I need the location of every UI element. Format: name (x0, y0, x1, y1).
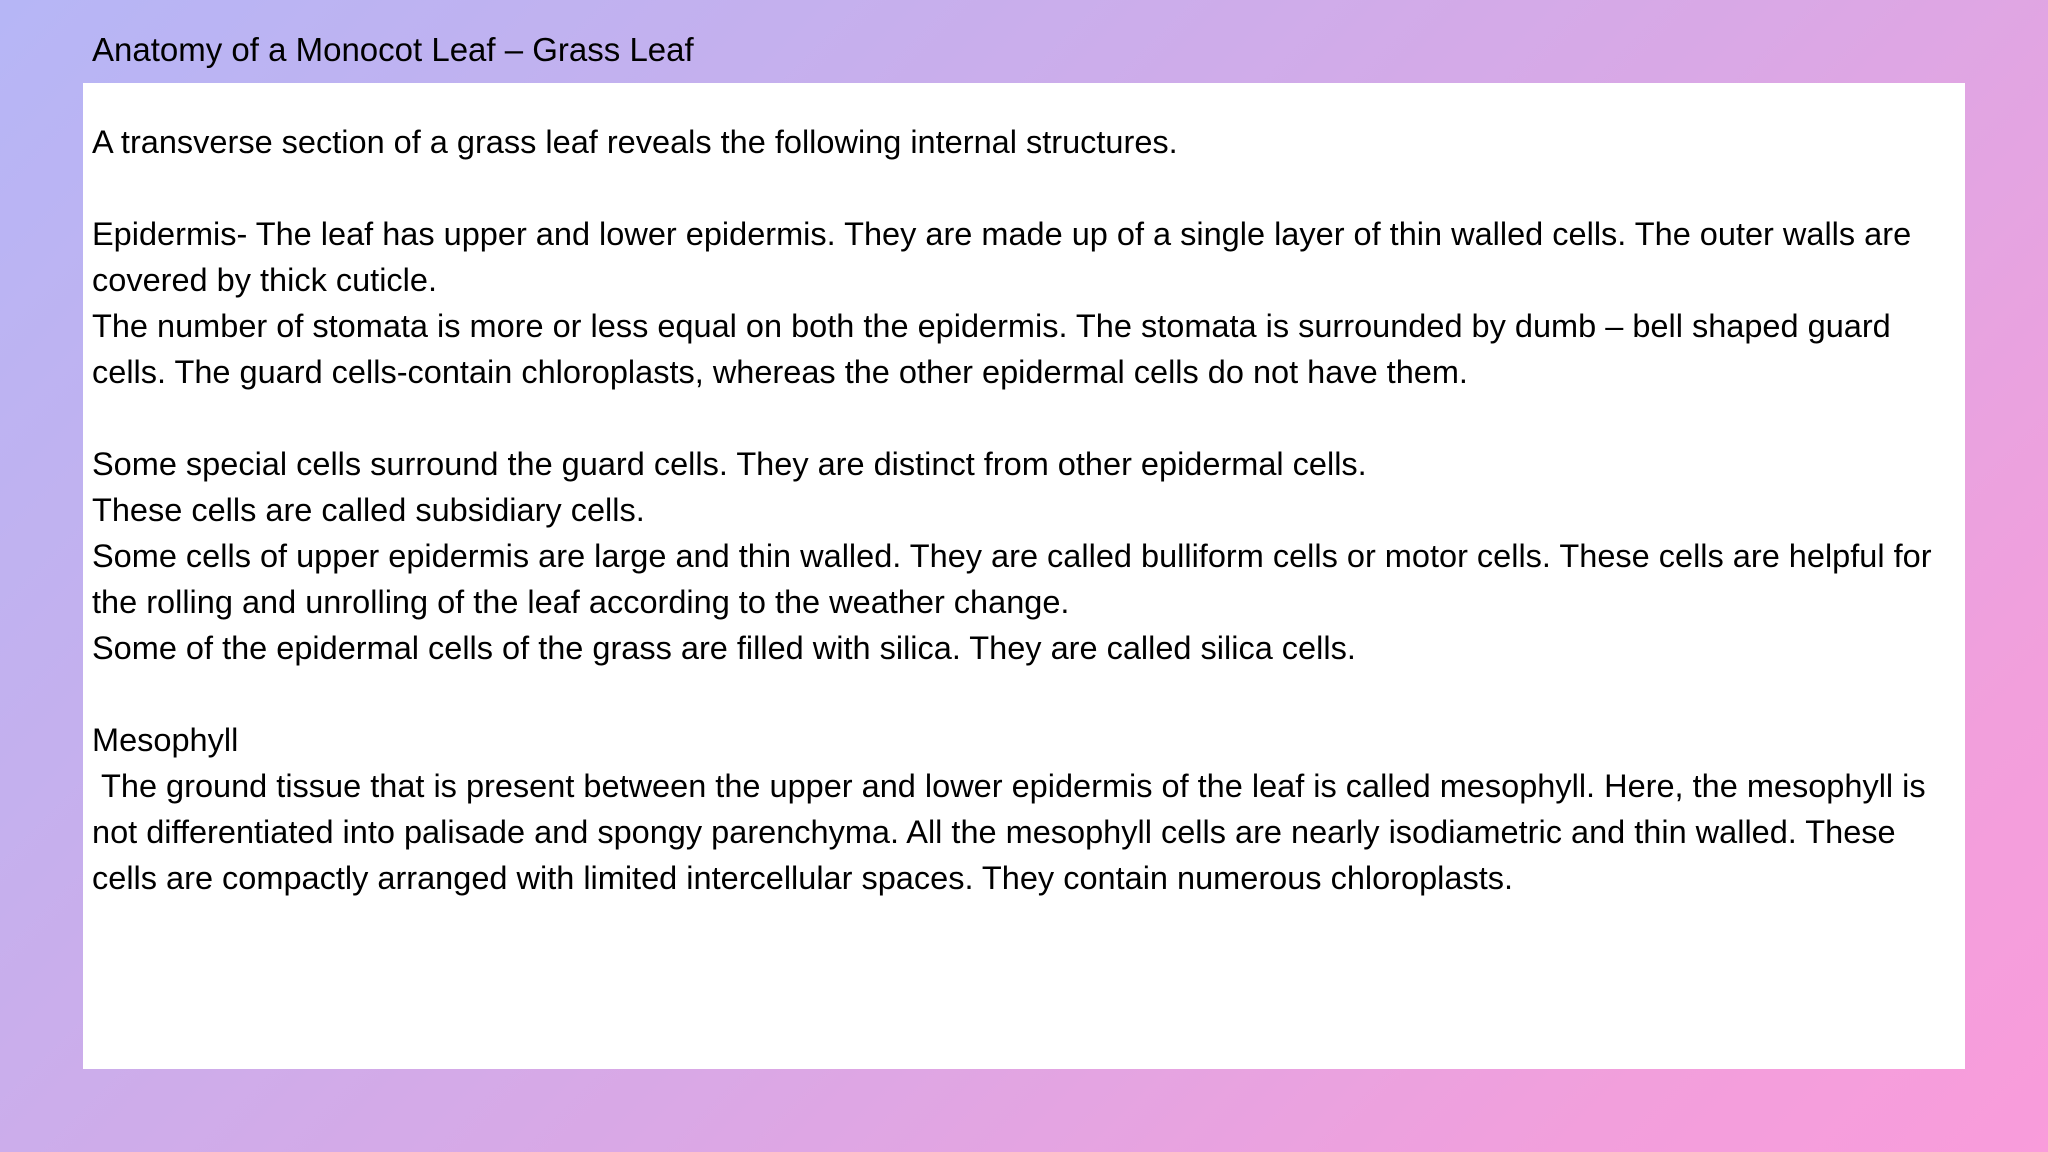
content-box (83, 83, 1965, 1069)
stomata-paragraph: The number of stomata is more or less equal on both the epidermis. The stomata is surrounded by dumb – bell shaped guard cells. The guard cells-contain chloroplasts, whereas the other epidermal cells do not have them. (92, 308, 1891, 390)
bulliform-paragraph: Some cells of upper epidermis are large and thin walled. They are called bulliform cells or motor cells. These cells are helpful for the rolling and unrolling of the leaf according to the weather change. (92, 538, 1932, 620)
subsidiary-paragraph: Some special cells surround the guard cells. They are distinct from other epidermal cells. (92, 446, 1367, 482)
paragraph-spacer (92, 395, 1956, 441)
silica-paragraph: Some of the epidermal cells of the grass are filled with silica. They are called silica cells. (92, 630, 1356, 666)
mesophyll-heading: Mesophyll (92, 722, 239, 758)
paragraph-spacer (92, 165, 1956, 211)
subsidiary-definition: These cells are called subsidiary cells. (92, 492, 645, 528)
intro-paragraph: A transverse section of a grass leaf reveals the following internal structures. (92, 124, 1178, 160)
content-body (92, 119, 1956, 901)
slide-title: Anatomy of a Monocot Leaf – Grass Leaf (92, 31, 694, 68)
epidermis-paragraph: Epidermis- The leaf has upper and lower epidermis. They are made up of a single layer of thin walled cells. The outer walls are covered by thick cuticle. (92, 216, 1912, 298)
paragraph-spacer (92, 671, 1956, 717)
mesophyll-paragraph: The ground tissue that is present between the upper and lower epidermis of the leaf is called mesophyll. Here, the mesophyll is not differentiated into palisade and spongy parenchyma. All the mesophyll cells are nearly isodiametric and thin walled. These cells are compactly arranged with limited intercellular spaces. They contain numerous chloroplasts. (92, 768, 1926, 896)
